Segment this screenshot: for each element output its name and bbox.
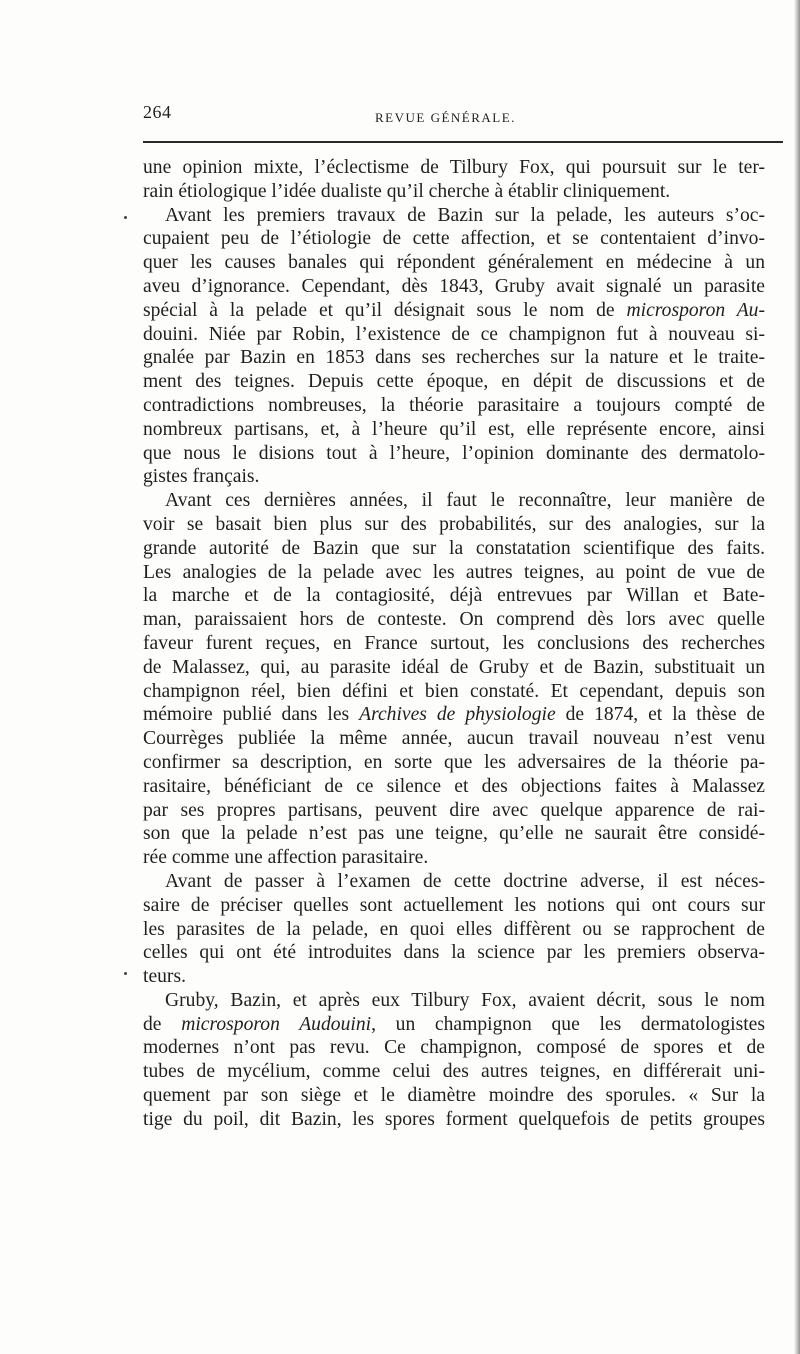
page-header — [143, 100, 783, 130]
text-line: son que la pelade n’est pas une teigne, qu’elle ne saurait être considé- — [143, 823, 765, 845]
text-line: gistes français. — [143, 466, 260, 488]
text-line: Avant les premiers travaux de Bazin sur la pelade, les auteurs s’oc- — [165, 204, 765, 226]
text-line: man, paraissaient hors de conteste. On comprend dès lors avec quelle — [143, 609, 765, 631]
text-line — [143, 1013, 765, 1037]
text-line: rasitaire, bénéficiant de ce silence et des objections faites à Malassez — [143, 775, 765, 797]
margin-speck — [124, 216, 127, 219]
margin-speck — [124, 972, 127, 975]
text-line: tige du poil, dit Bazin, les spores forment quelquefois de petits groupes — [143, 1108, 765, 1130]
text-line: tubes de mycélium, comme celui des autres teignes, en différerait uni- — [143, 1061, 765, 1083]
header-rule — [143, 141, 783, 143]
text-line: grande autorité de Bazin que sur la constatation scientifique des faits. — [143, 537, 765, 559]
text-line: saire de préciser quelles sont actuellement les notions qui ont cours sur — [143, 894, 765, 916]
italic-taxon: microsporon Audouini — [181, 1013, 372, 1035]
text-line: Gruby, Bazin, et après eux Tilbury Fox, avaient décrit, sous le nom — [165, 989, 765, 1011]
text-line: Avant de passer à l’examen de cette doctrine adverse, il est néces- — [165, 870, 765, 892]
text-line: nombreux partisans, et, à l’heure qu’il est, elle représente encore, ainsi — [143, 418, 765, 440]
text-line — [143, 299, 765, 323]
italic-journal-title: Archives de physiologie — [359, 704, 556, 726]
text-line: quer les causes banales qui répondent généralement en médecine à un — [143, 252, 765, 274]
page-number: 264 — [143, 102, 172, 122]
text-line: une opinion mixte, l’éclectisme de Tilbury Fox, qui poursuit sur le ter- — [143, 157, 765, 178]
text-line: celles qui ont été introduites dans la science par les premiers observa- — [143, 942, 765, 964]
text-line: que nous le disions tout à l’heure, l’opinion dominante des dermatolo- — [143, 442, 765, 464]
text-line: les parasites de la pelade, en quoi elles diffèrent ou se rapprochent de — [143, 918, 765, 940]
text-line: Avant ces dernières années, il faut le reconnaître, leur manière de — [165, 490, 765, 512]
text-line: faveur furent reçues, en France surtout, les conclusions des recherches — [143, 632, 765, 654]
text-line: Les analogies de la pelade avec les autres teignes, au point de vue de — [143, 561, 765, 583]
text-line — [143, 703, 765, 727]
text-run: spécial à la pelade et qu’il désignait sous le nom de — [143, 299, 627, 321]
italic-taxon: microsporon Au- — [626, 299, 766, 321]
page-edge-shadow — [794, 0, 800, 1354]
text-line: par ses propres partisans, peuvent dire avec quelque apparence de rai- — [143, 799, 765, 821]
text-line: Courrèges publiée la même année, aucun travail nouveau n’est venu — [143, 728, 765, 750]
text-line: confirmer sa description, en sorte que les adversaires de la théorie pa- — [143, 751, 765, 773]
text-run: , un champignon que les dermatologistes — [371, 1013, 765, 1035]
text-line: rée comme une affection parasitaire. — [143, 847, 429, 869]
text-line: teurs. — [143, 966, 186, 988]
text-line: ment des teignes. Depuis cette époque, en dépit de discussions et de — [143, 371, 765, 393]
text-line: champignon réel, bien défini et bien constaté. Et cependant, depuis son — [143, 680, 765, 702]
text-line: cupaient peu de l’étiologie de cette affection, et se contentaient d’invo- — [143, 228, 765, 250]
text-run: de — [143, 1013, 182, 1035]
text-line: rain étiologique l’idée dualiste qu’il cherche à établir cliniquement. — [143, 180, 671, 202]
text-line: aveu d’ignorance. Cependant, dès 1843, Gruby avait signalé un parasite — [143, 275, 765, 297]
text-line: douini. Niée par Robin, l’existence de ce champignon fut à nouveau si- — [143, 323, 765, 345]
text-line: quement par son siège et le diamètre moindre des sporules. « Sur la — [143, 1085, 765, 1107]
text-line: voir se basait bien plus sur des probabilités, sur des analogies, sur la — [143, 513, 765, 535]
text-run: mémoire publié dans les — [143, 704, 360, 726]
text-line: gnalée par Bazin en 1853 dans ses recherches sur la nature et le traite- — [143, 347, 765, 369]
text-line: de Malassez, qui, au parasite idéal de Gruby et de Bazin, substituait un — [143, 656, 765, 678]
running-head: REVUE GÉNÉRALE. — [375, 110, 516, 125]
text-line: modernes n’ont pas revu. Ce champignon, composé de spores et de — [143, 1037, 765, 1059]
text-run: de 1874, et la thèse de — [555, 704, 765, 726]
body-text — [143, 156, 765, 1132]
text-line: contradictions nombreuses, la théorie parasitaire a toujours compté de — [143, 394, 765, 416]
text-line: la marche et de la contagiosité, déjà entrevues par Willan et Bate- — [143, 585, 765, 607]
